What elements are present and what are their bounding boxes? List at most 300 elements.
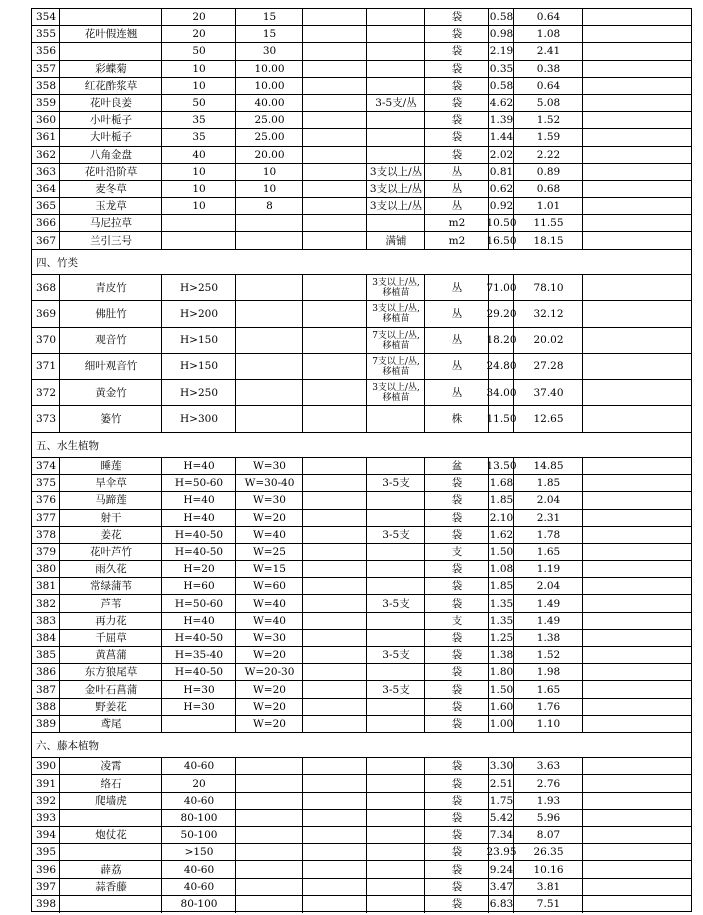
grid-line	[366, 9, 367, 26]
grid-line	[424, 164, 425, 181]
grid-line	[59, 527, 60, 544]
row-number-cell: 363	[35, 165, 57, 178]
total-price-cell: 11.55	[533, 217, 564, 230]
unit-cell: 袋	[451, 760, 463, 773]
blank-column-cell	[303, 681, 367, 698]
grid-line	[161, 544, 162, 561]
grid-line	[513, 9, 514, 26]
grid-line	[366, 354, 367, 380]
grid-line	[59, 112, 60, 129]
grid-line	[488, 181, 489, 198]
row-divider	[32, 457, 691, 458]
grid-line	[582, 198, 583, 215]
unit-price-cell: 2.02	[489, 148, 514, 161]
grid-line	[366, 527, 367, 544]
grid-line	[424, 26, 425, 43]
plant-name-cell: 佛肚竹	[95, 307, 127, 320]
grid-line	[366, 844, 367, 861]
grid-line	[302, 380, 303, 406]
unit-cell: 丛	[451, 307, 463, 320]
grid-line	[513, 275, 514, 301]
grid-line	[366, 78, 367, 95]
total-price-cell: 1.85	[536, 477, 561, 490]
spec-height-cell: 50-100	[180, 829, 218, 842]
grid-line	[59, 810, 60, 827]
grid-line	[488, 275, 489, 301]
grid-line	[302, 301, 303, 327]
unit-price-cell: 0.62	[489, 182, 514, 195]
spec-width-cell	[236, 328, 303, 354]
row-divider	[32, 491, 691, 492]
unit-price-cell: 18.20	[486, 334, 517, 347]
grid-line	[366, 129, 367, 146]
grid-line	[424, 475, 425, 492]
unit-cell: 丛	[451, 386, 463, 399]
grid-line	[59, 879, 60, 896]
grid-line	[488, 232, 489, 249]
plant-name-cell: 常绿蒲苇	[90, 580, 132, 593]
section-title: 六、藤本植物	[36, 740, 99, 753]
plant-name-cell: 花叶良姜	[90, 97, 132, 110]
plant-name-cell: 观音竹	[95, 334, 127, 347]
grid-line	[513, 43, 514, 60]
spec-width-cell	[236, 861, 303, 878]
grid-line	[161, 699, 162, 716]
row-number-cell: 377	[35, 511, 57, 524]
grid-line	[488, 380, 489, 406]
spec-height-cell: H>150	[180, 334, 218, 347]
plant-name-cell: 射干	[100, 511, 122, 524]
grid-line	[513, 61, 514, 78]
spec-width-cell: 10	[262, 182, 277, 195]
spec-height-cell: 20	[192, 11, 206, 24]
grid-line	[235, 578, 236, 595]
table-row	[32, 406, 691, 432]
grid-line	[302, 354, 303, 380]
spec-height-cell: H=30	[183, 683, 215, 696]
note-cell: 7支以上/丛, 移植苗	[372, 356, 420, 377]
grid-line	[488, 861, 489, 878]
note-cell: 3支以上/丛	[369, 182, 423, 195]
unit-price-cell: 24.80	[486, 360, 517, 373]
grid-line	[59, 578, 60, 595]
grid-line	[161, 354, 162, 380]
spec-width-cell: W=30-40	[244, 477, 295, 490]
grid-line	[302, 578, 303, 595]
unit-price-cell: 1.60	[489, 700, 514, 713]
spec-height-cell: 20	[192, 777, 206, 790]
grid-line	[424, 458, 425, 475]
spec-width-cell	[236, 354, 303, 380]
grid-line	[59, 95, 60, 112]
blank-column-cell	[303, 810, 367, 827]
total-price-cell: 2.04	[536, 494, 561, 507]
table-row	[32, 630, 691, 647]
unit-price-cell: 0.81	[489, 165, 514, 178]
unit-cell: 袋	[451, 28, 463, 41]
grid-line	[582, 613, 583, 630]
grid-line	[488, 527, 489, 544]
grid-line	[582, 380, 583, 406]
blank-column-cell	[303, 510, 367, 527]
spec-width-cell	[236, 844, 303, 861]
grid-line	[366, 510, 367, 527]
row-number-cell: 366	[35, 217, 57, 230]
grid-line	[582, 793, 583, 810]
grid-line	[59, 406, 60, 432]
unit-price-cell: 1.85	[489, 494, 514, 507]
unit-cell: 支	[451, 614, 463, 627]
grid-line	[424, 844, 425, 861]
grid-line	[302, 475, 303, 492]
grid-line	[161, 716, 162, 733]
row-number-cell: 364	[35, 182, 57, 195]
grid-line	[488, 699, 489, 716]
grid-line	[513, 896, 514, 913]
grid-line	[488, 810, 489, 827]
total-price-cell: 32.12	[533, 307, 564, 320]
grid-line	[302, 112, 303, 129]
table-row	[32, 861, 691, 878]
grid-line	[582, 716, 583, 733]
grid-line	[59, 681, 60, 698]
grid-line	[582, 810, 583, 827]
grid-line	[582, 896, 583, 913]
table-row	[32, 61, 691, 78]
plant-name-cell: 大叶栀子	[90, 131, 132, 144]
total-price-cell: 1.65	[536, 546, 561, 558]
grid-line	[582, 328, 583, 354]
table-row	[32, 475, 691, 492]
grid-line	[366, 26, 367, 43]
grid-line	[161, 492, 162, 509]
grid-line	[366, 112, 367, 129]
grid-line	[235, 112, 236, 129]
spec-width-cell: 8	[266, 200, 273, 213]
grid-line	[582, 595, 583, 612]
total-price-cell: 2.04	[536, 580, 561, 593]
unit-cell: 丛	[451, 334, 463, 347]
note-cell	[367, 492, 425, 509]
spec-height-cell: H=35-40	[174, 649, 224, 662]
grid-line	[59, 78, 60, 95]
grid-line	[235, 232, 236, 249]
table-row	[32, 879, 691, 896]
grid-line	[513, 613, 514, 630]
note-cell	[367, 758, 425, 775]
plant-name-cell: 络石	[100, 777, 122, 790]
table-row	[32, 275, 691, 301]
plant-name-cell: 花叶沿阶草	[84, 165, 138, 178]
grid-line	[488, 164, 489, 181]
total-price-cell: 1.59	[536, 131, 561, 144]
section-header-row	[32, 250, 691, 275]
grid-line	[488, 328, 489, 354]
note-cell	[367, 896, 425, 913]
grid-line	[235, 198, 236, 215]
table-row	[32, 758, 691, 775]
blank-column-cell	[303, 198, 367, 215]
note-cell: 3-5支	[382, 683, 410, 696]
price-table	[31, 8, 692, 912]
grid-line	[366, 61, 367, 78]
total-price-cell: 1.78	[536, 528, 561, 541]
table-row	[32, 9, 691, 26]
grid-line	[235, 630, 236, 647]
spec-width-cell: 20.00	[254, 148, 285, 161]
row-number-cell: 381	[35, 580, 57, 593]
grid-line	[366, 198, 367, 215]
grid-line	[235, 492, 236, 509]
grid-line	[161, 475, 162, 492]
blank-column-cell	[303, 9, 367, 26]
grid-line	[302, 275, 303, 301]
grid-line	[424, 595, 425, 612]
row-divider	[32, 646, 691, 647]
spec-height-cell: H=40	[183, 511, 215, 524]
grid-line	[582, 78, 583, 95]
row-number-cell: 392	[35, 794, 57, 807]
grid-line	[235, 147, 236, 164]
grid-line	[424, 827, 425, 844]
row-divider	[32, 111, 691, 112]
row-number-cell: 384	[35, 631, 57, 644]
plant-name-cell	[60, 43, 162, 60]
grid-line	[488, 561, 489, 578]
row-number-cell: 394	[35, 829, 57, 842]
grid-line	[59, 43, 60, 60]
unit-price-cell: 1.25	[489, 631, 514, 644]
grid-line	[161, 147, 162, 164]
grid-line	[513, 758, 514, 775]
unit-price-cell: 1.00	[489, 717, 514, 730]
row-number-cell: 374	[35, 460, 57, 473]
spec-height-cell: H=40	[183, 460, 215, 473]
unit-cell: 袋	[451, 528, 463, 541]
unit-price-cell: 1.35	[489, 597, 514, 610]
unit-cell: 袋	[451, 683, 463, 696]
row-divider	[32, 60, 691, 61]
grid-line	[582, 664, 583, 681]
unit-cell: 丛	[451, 281, 463, 294]
spec-width-cell	[236, 232, 303, 249]
plant-name-cell: 花叶芦竹	[90, 546, 132, 558]
grid-line	[59, 647, 60, 664]
note-cell	[367, 716, 425, 733]
table-row	[32, 164, 691, 181]
grid-line	[59, 758, 60, 775]
table-row	[32, 647, 691, 664]
note-cell	[367, 544, 425, 561]
unit-price-cell: 1.75	[489, 794, 514, 807]
grid-line	[235, 61, 236, 78]
row-divider	[32, 843, 691, 844]
table-row	[32, 544, 691, 561]
note-cell	[367, 43, 425, 60]
grid-line	[59, 275, 60, 301]
table-row	[32, 458, 691, 475]
grid-line	[161, 458, 162, 475]
grid-line	[513, 301, 514, 327]
grid-line	[366, 664, 367, 681]
spec-width-cell: 30	[262, 45, 277, 58]
grid-line	[424, 896, 425, 913]
spec-width-cell	[236, 758, 303, 775]
grid-line	[161, 861, 162, 878]
grid-line	[513, 129, 514, 146]
table-row	[32, 43, 691, 60]
spec-width-cell	[236, 793, 303, 810]
grid-line	[488, 630, 489, 647]
grid-line	[59, 827, 60, 844]
grid-line	[59, 181, 60, 198]
unit-cell: 袋	[451, 700, 463, 713]
grid-line	[582, 301, 583, 327]
plant-name-cell: 爬墙虎	[95, 794, 127, 807]
row-divider	[32, 128, 691, 129]
blank-column-cell	[303, 406, 367, 432]
grid-line	[366, 181, 367, 198]
plant-name-cell: 千屈草	[95, 631, 127, 644]
grid-line	[235, 699, 236, 716]
spec-width-cell: W=30	[253, 460, 286, 473]
grid-line	[424, 112, 425, 129]
row-number-cell: 379	[35, 546, 57, 558]
grid-line	[488, 879, 489, 896]
spec-width-cell: W=20	[253, 700, 286, 713]
grid-line	[582, 232, 583, 249]
total-price-cell: 8.07	[536, 829, 561, 842]
blank-column-cell	[303, 527, 367, 544]
blank-column-cell	[303, 561, 367, 578]
grid-line	[59, 164, 60, 181]
grid-line	[424, 664, 425, 681]
grid-line	[235, 827, 236, 844]
grid-line	[582, 699, 583, 716]
row-divider	[32, 509, 691, 510]
grid-line	[235, 681, 236, 698]
spec-height-cell: 40-60	[183, 880, 215, 893]
spec-width-cell	[236, 775, 303, 792]
blank-column-cell	[303, 458, 367, 475]
total-price-cell: 10.16	[533, 863, 564, 876]
unit-price-cell: 2.19	[489, 45, 514, 58]
unit-cell: 支	[451, 546, 463, 558]
grid-line	[59, 147, 60, 164]
plant-name-cell: 凌霄	[100, 760, 122, 773]
blank-column-cell	[303, 896, 367, 913]
grid-line	[161, 9, 162, 26]
grid-line	[59, 129, 60, 146]
blank-column-cell	[303, 215, 367, 232]
table-row	[32, 181, 691, 198]
plant-name-cell: 炮仗花	[95, 829, 127, 842]
table-row	[32, 716, 691, 733]
total-price-cell: 5.96	[536, 811, 561, 824]
plant-name-cell: 黄菖蒲	[95, 649, 127, 662]
spec-height-cell: 40-60	[183, 794, 215, 807]
grid-line	[582, 458, 583, 475]
unit-cell: 袋	[451, 62, 463, 75]
spec-width-cell: W=20-30	[244, 666, 295, 679]
row-number-cell: 389	[35, 717, 57, 730]
note-cell	[367, 215, 425, 232]
grid-line	[424, 43, 425, 60]
note-cell: 3支以上/丛	[369, 200, 423, 213]
grid-line	[161, 527, 162, 544]
grid-line	[513, 147, 514, 164]
spec-width-cell	[236, 896, 303, 913]
grid-line	[59, 595, 60, 612]
grid-line	[366, 301, 367, 327]
plant-name-cell: 花叶假连翘	[84, 28, 138, 41]
spec-height-cell: H=50-60	[174, 477, 224, 490]
total-price-cell: 0.89	[536, 165, 561, 178]
total-price-cell: 1.08	[536, 28, 561, 41]
grid-line	[424, 9, 425, 26]
table-row	[32, 492, 691, 509]
note-cell: 3支以上/丛	[369, 165, 423, 178]
grid-line	[302, 78, 303, 95]
total-price-cell: 3.81	[536, 880, 561, 893]
blank-column-cell	[303, 275, 367, 301]
unit-price-cell: 1.85	[489, 580, 514, 593]
grid-line	[161, 879, 162, 896]
plant-name-cell: 篓竹	[100, 413, 122, 426]
grid-line	[302, 9, 303, 26]
grid-line	[235, 95, 236, 112]
grid-line	[302, 664, 303, 681]
grid-line	[235, 561, 236, 578]
plant-name-cell: 黄金竹	[95, 386, 127, 399]
grid-line	[582, 492, 583, 509]
note-cell	[367, 129, 425, 146]
grid-line	[424, 181, 425, 198]
grid-line	[366, 406, 367, 432]
grid-line	[513, 861, 514, 878]
row-number-cell: 358	[35, 79, 57, 92]
grid-line	[161, 215, 162, 232]
grid-line	[424, 275, 425, 301]
spec-width-cell	[236, 810, 303, 827]
blank-column-cell	[303, 595, 367, 612]
grid-line	[424, 147, 425, 164]
row-divider	[32, 474, 691, 475]
grid-line	[513, 578, 514, 595]
total-price-cell: 27.28	[533, 360, 564, 373]
total-price-cell: 1.10	[536, 717, 561, 730]
grid-line	[59, 510, 60, 527]
row-number-cell: 370	[35, 334, 57, 347]
row-divider	[32, 560, 691, 561]
row-divider	[32, 231, 691, 232]
unit-cell: 袋	[451, 649, 463, 662]
spec-width-cell: 15	[262, 11, 277, 24]
unit-cell: 袋	[451, 666, 463, 679]
table-row	[32, 232, 691, 249]
grid-line	[161, 630, 162, 647]
grid-line	[161, 95, 162, 112]
grid-line	[161, 578, 162, 595]
blank-column-cell	[303, 647, 367, 664]
grid-line	[235, 275, 236, 301]
row-divider	[32, 25, 691, 26]
blank-column-cell	[303, 664, 367, 681]
row-divider	[32, 698, 691, 699]
unit-cell: 袋	[451, 563, 463, 576]
spec-height-cell	[162, 215, 236, 232]
grid-line	[235, 664, 236, 681]
